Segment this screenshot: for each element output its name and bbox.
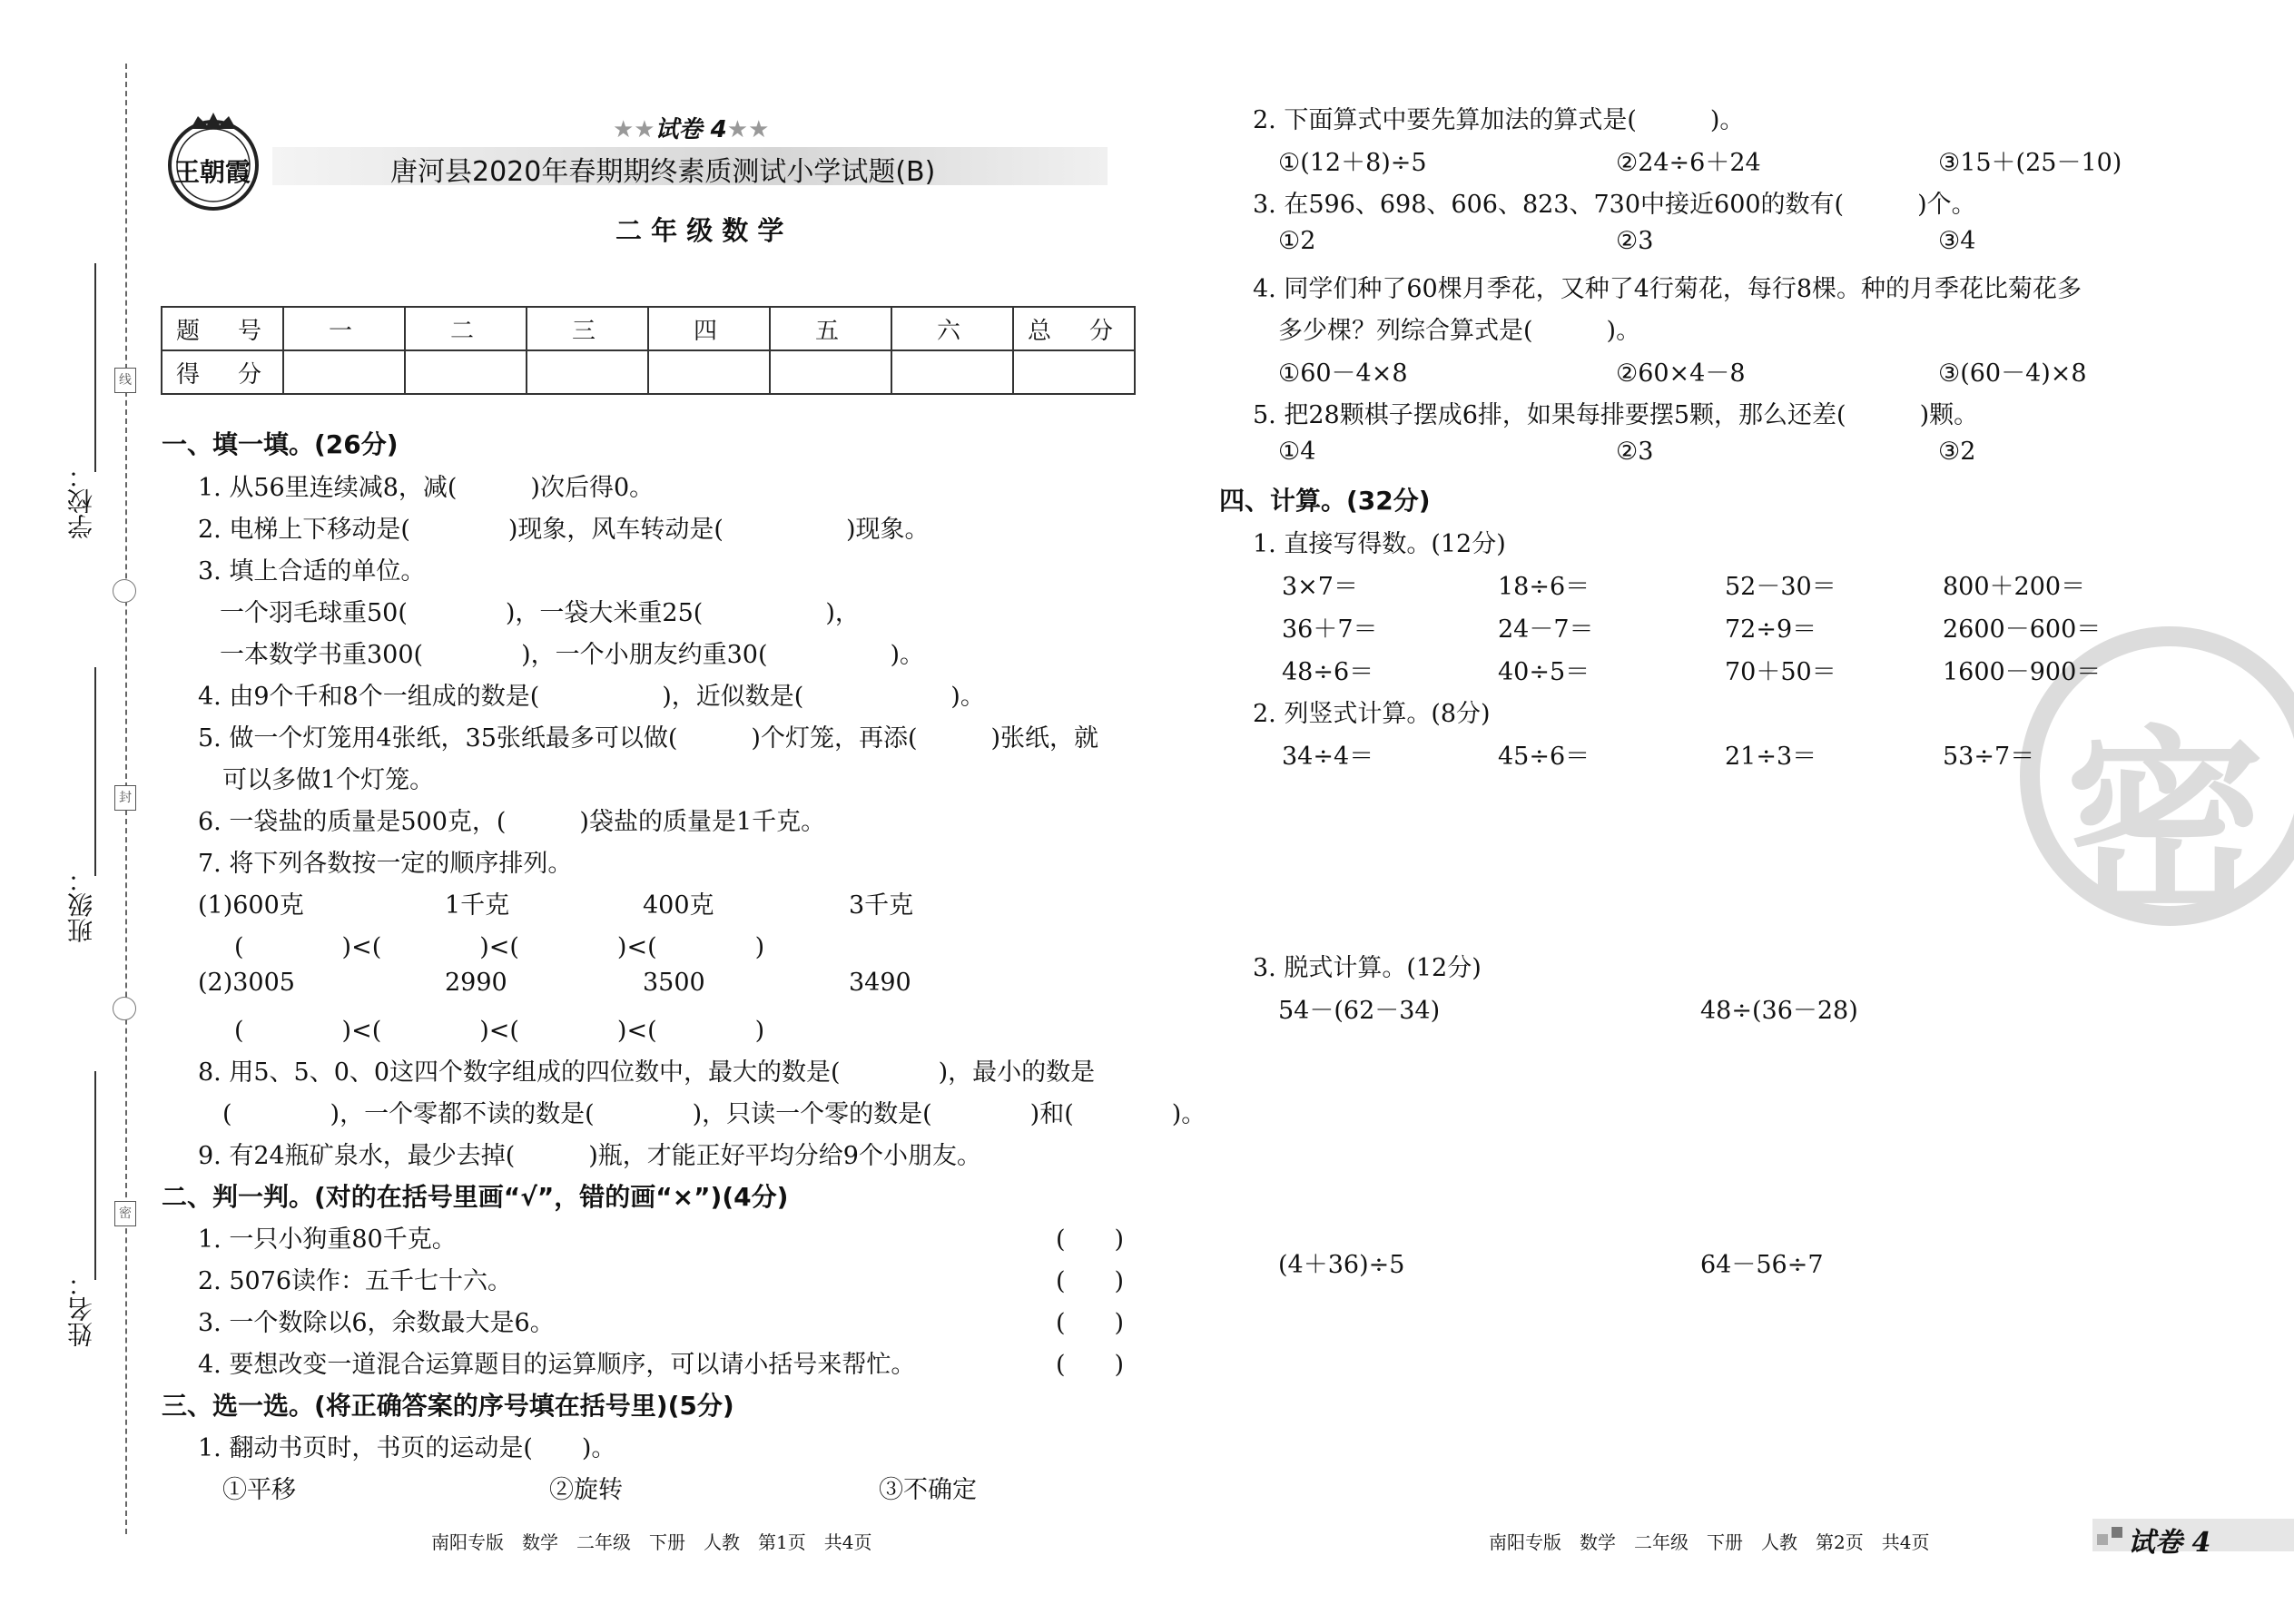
s1-q7-2-item: 2990 xyxy=(445,969,507,997)
score-cell: 一 xyxy=(283,307,405,350)
s1-q9: 9. 有24瓶矿泉水，最少去掉( )瓶，才能正好平均分给9个小朋友。 xyxy=(198,1142,981,1170)
s1-q7-2-item: 3490 xyxy=(849,969,911,997)
s1-q8b: ( )，一个零都不读的数是( )，只读一个零的数是( )和( )。 xyxy=(222,1100,1206,1128)
stepwise-calc-item: 48÷(36－28) xyxy=(1700,997,1858,1025)
s1-q7-1-item: 400克 xyxy=(643,891,714,920)
side-mark-secret: 密 xyxy=(114,1201,136,1226)
calc-item: 48÷6＝ xyxy=(1282,658,1374,686)
s3-q4-option: ①60－4×8 xyxy=(1278,359,1408,388)
score-cell: 题 号 xyxy=(162,307,283,350)
s2-answer-bracket[interactable]: ( ) xyxy=(1056,1309,1125,1337)
vertical-calc-item: 21÷3＝ xyxy=(1725,743,1817,771)
s1-q4: 4. 由9个千和8个一组成的数是( )，近似数是( )。 xyxy=(198,683,985,711)
calc-item: 70＋50＝ xyxy=(1725,658,1836,686)
paper-tag-text: 试卷 4 xyxy=(655,116,727,143)
score-cell: 四 xyxy=(648,307,770,350)
s1-q7-1-item: 1千克 xyxy=(445,891,510,920)
s1-q3b: 一本数学书重300( )，一个小朋友约重30( )。 xyxy=(220,641,925,669)
s1-q3a: 一个羽毛球重50( )，一袋大米重25( )， xyxy=(220,599,860,627)
class-label: 班级： xyxy=(66,867,96,943)
score-cell: 总 分 xyxy=(1013,307,1135,350)
s1-q7-2-item: 3500 xyxy=(643,969,705,997)
score-table-score-row xyxy=(162,350,1135,394)
s3-q3: 3. 在596、698、606、823、730中接近600的数有( )个。 xyxy=(1253,191,1976,219)
school-label: 学校： xyxy=(66,463,96,539)
s3-q3-option: ②3 xyxy=(1616,227,1654,255)
school-underline xyxy=(94,263,96,472)
stamp-text: 密 xyxy=(2065,709,2266,941)
score-cell: 得 分 xyxy=(162,350,283,394)
name-underline xyxy=(94,1071,96,1280)
s1-q5b: 可以多做1个灯笼。 xyxy=(222,766,435,794)
calc-item: 3×7＝ xyxy=(1282,573,1358,601)
s1-q5a: 5. 做一个灯笼用4张纸，35张纸最多可以做( )个灯笼，再添( )张纸，就 xyxy=(198,724,1099,753)
paper-tag: ★★试卷 4★★ xyxy=(613,116,770,143)
score-input-cell[interactable] xyxy=(405,350,527,394)
corner-tag: 试卷 4 xyxy=(2128,1527,2211,1559)
s3-q1: 1. 翻动书页时，书页的运动是( )。 xyxy=(198,1434,616,1462)
brand-logo xyxy=(162,109,266,213)
s1-q7-1-item: 3千克 xyxy=(849,891,914,920)
corner-square xyxy=(2112,1527,2122,1538)
section1-title: 一、填一填。(26分) xyxy=(162,429,399,459)
brand-logo-text: 王朝霞 xyxy=(174,157,251,187)
s1-q7-1-item: (1)600克 xyxy=(198,891,304,920)
s3-q4a: 4. 同学们种了60棵月季花，又种了4行菊花，每行8棵。种的月季花比菊花多 xyxy=(1253,275,2082,303)
s4-q1: 1. 直接写得数。(12分) xyxy=(1253,530,1506,558)
calc-item: 24－7＝ xyxy=(1498,615,1594,644)
s3-q3-option: ③4 xyxy=(1938,227,1976,255)
s2-item: 1. 一只小狗重80千克。 xyxy=(198,1225,457,1254)
score-table xyxy=(161,306,1136,395)
section3-title: 三、选一选。(将正确答案的序号填在括号里)(5分) xyxy=(162,1391,734,1421)
stepwise-calc-item: (4＋36)÷5 xyxy=(1278,1251,1405,1279)
calc-item: 2600－600＝ xyxy=(1943,615,2102,644)
section2-title: 二、判一判。(对的在括号里画“√”，错的画“×”)(4分) xyxy=(162,1182,789,1212)
vertical-calc-item: 53÷7＝ xyxy=(1943,743,2035,771)
vertical-calc-item: 34÷4＝ xyxy=(1282,743,1374,771)
calc-item: 40÷5＝ xyxy=(1498,658,1590,686)
s3-q2-option: ②24÷6＋24 xyxy=(1616,149,1761,177)
s2-item: 4. 要想改变一道混合运算题目的运算顺序，可以请小括号来帮忙。 xyxy=(198,1351,916,1379)
stepwise-calc-item: 54－(62－34) xyxy=(1278,997,1441,1025)
s3-q4-option: ②60×4－8 xyxy=(1616,359,1746,388)
s2-answer-bracket[interactable]: ( ) xyxy=(1056,1267,1125,1295)
score-input-cell[interactable] xyxy=(891,350,1013,394)
s3-q3-option: ①2 xyxy=(1278,227,1316,255)
vertical-calc-item: 45÷6＝ xyxy=(1498,743,1590,771)
s1-q7: 7. 将下列各数按一定的顺序排列。 xyxy=(198,850,573,878)
s3-q1-option: ②旋转 xyxy=(549,1476,623,1504)
calc-item: 800＋200＝ xyxy=(1943,573,2086,601)
side-circle-1 xyxy=(113,579,136,603)
s4-q2: 2. 列竖式计算。(8分) xyxy=(1253,700,1491,728)
score-cell: 三 xyxy=(527,307,648,350)
score-cell: 六 xyxy=(891,307,1013,350)
corner-square xyxy=(2097,1534,2108,1545)
left-footer: 南阳专版 数学 二年级 下册 人教 第1页 共4页 xyxy=(431,1531,872,1553)
side-circle-2 xyxy=(113,997,136,1020)
s1-q3: 3. 填上合适的单位。 xyxy=(198,557,426,586)
subject-title: 二 年 级 数 学 xyxy=(615,215,784,246)
exam-title: 唐河县2020年春期期终素质测试小学试题(B) xyxy=(390,156,936,188)
s3-q1-option: ③不确定 xyxy=(879,1476,977,1504)
calc-item: 18÷6＝ xyxy=(1498,573,1590,601)
calc-item: 72÷9＝ xyxy=(1725,615,1817,644)
score-input-cell[interactable] xyxy=(527,350,648,394)
section4-title: 四、计算。(32分) xyxy=(1219,486,1431,516)
s2-answer-bracket[interactable]: ( ) xyxy=(1056,1351,1125,1379)
score-cell: 二 xyxy=(405,307,527,350)
s1-q2: 2. 电梯上下移动是( )现象，风车转动是( )现象。 xyxy=(198,516,930,544)
side-mark-seal: 封 xyxy=(114,785,136,811)
score-cell: 五 xyxy=(770,307,891,350)
s2-item: 2. 5076读作：五千七十六。 xyxy=(198,1267,513,1295)
s1-q6: 6. 一袋盐的质量是500克，( )袋盐的质量是1千克。 xyxy=(198,808,826,836)
calc-item: 1600－900＝ xyxy=(1943,658,2102,686)
s3-q2-option: ①(12＋8)÷5 xyxy=(1278,149,1427,177)
right-footer: 南阳专版 数学 二年级 下册 人教 第2页 共4页 xyxy=(1489,1531,1930,1553)
s1-q1: 1. 从56里连续减8，减( )次后得0。 xyxy=(198,474,655,502)
class-underline xyxy=(94,667,96,876)
s3-q5: 5. 把28颗棋子摆成6排，如果每排要摆5颗，那么还差( )颗。 xyxy=(1253,401,1979,429)
s3-q2: 2. 下面算式中要先算加法的算式是( )。 xyxy=(1253,106,1745,134)
score-input-cell[interactable] xyxy=(770,350,891,394)
s4-q3: 3. 脱式计算。(12分) xyxy=(1253,954,1482,982)
calc-item: 36＋7＝ xyxy=(1282,615,1378,644)
s3-q1-option: ①平移 xyxy=(222,1476,296,1504)
s1-q7-2-item: (2)3005 xyxy=(198,969,295,997)
side-mark-line: 线 xyxy=(114,368,136,393)
calc-item: 52－30＝ xyxy=(1725,573,1836,601)
s2-answer-bracket[interactable]: ( ) xyxy=(1056,1225,1125,1254)
s1-q7-2-order: ( )<( )<( )<( ) xyxy=(234,1017,765,1045)
s3-q4b: 多少棵？列综合算式是( )。 xyxy=(1278,317,1641,345)
stepwise-calc-item: 64－56÷7 xyxy=(1700,1251,1824,1279)
s3-q5-option: ②3 xyxy=(1616,438,1654,466)
score-input-cell[interactable] xyxy=(648,350,770,394)
score-input-cell[interactable] xyxy=(1013,350,1135,394)
s3-q2-option: ③15＋(25－10) xyxy=(1938,149,2122,177)
s2-item: 3. 一个数除以6，余数最大是6。 xyxy=(198,1309,555,1337)
s3-q5-option: ③2 xyxy=(1938,438,1976,466)
s1-q7-1-order: ( )<( )<( )<( ) xyxy=(234,933,765,961)
score-table-header-row xyxy=(162,307,1135,350)
s1-q8a: 8. 用5、5、0、0这四个数字组成的四位数中，最大的数是( )，最小的数是 xyxy=(198,1058,1096,1087)
score-input-cell[interactable] xyxy=(283,350,405,394)
s3-q5-option: ①4 xyxy=(1278,438,1316,466)
s3-q4-option: ③(60－4)×8 xyxy=(1938,359,2087,388)
name-label: 姓名： xyxy=(66,1271,96,1347)
